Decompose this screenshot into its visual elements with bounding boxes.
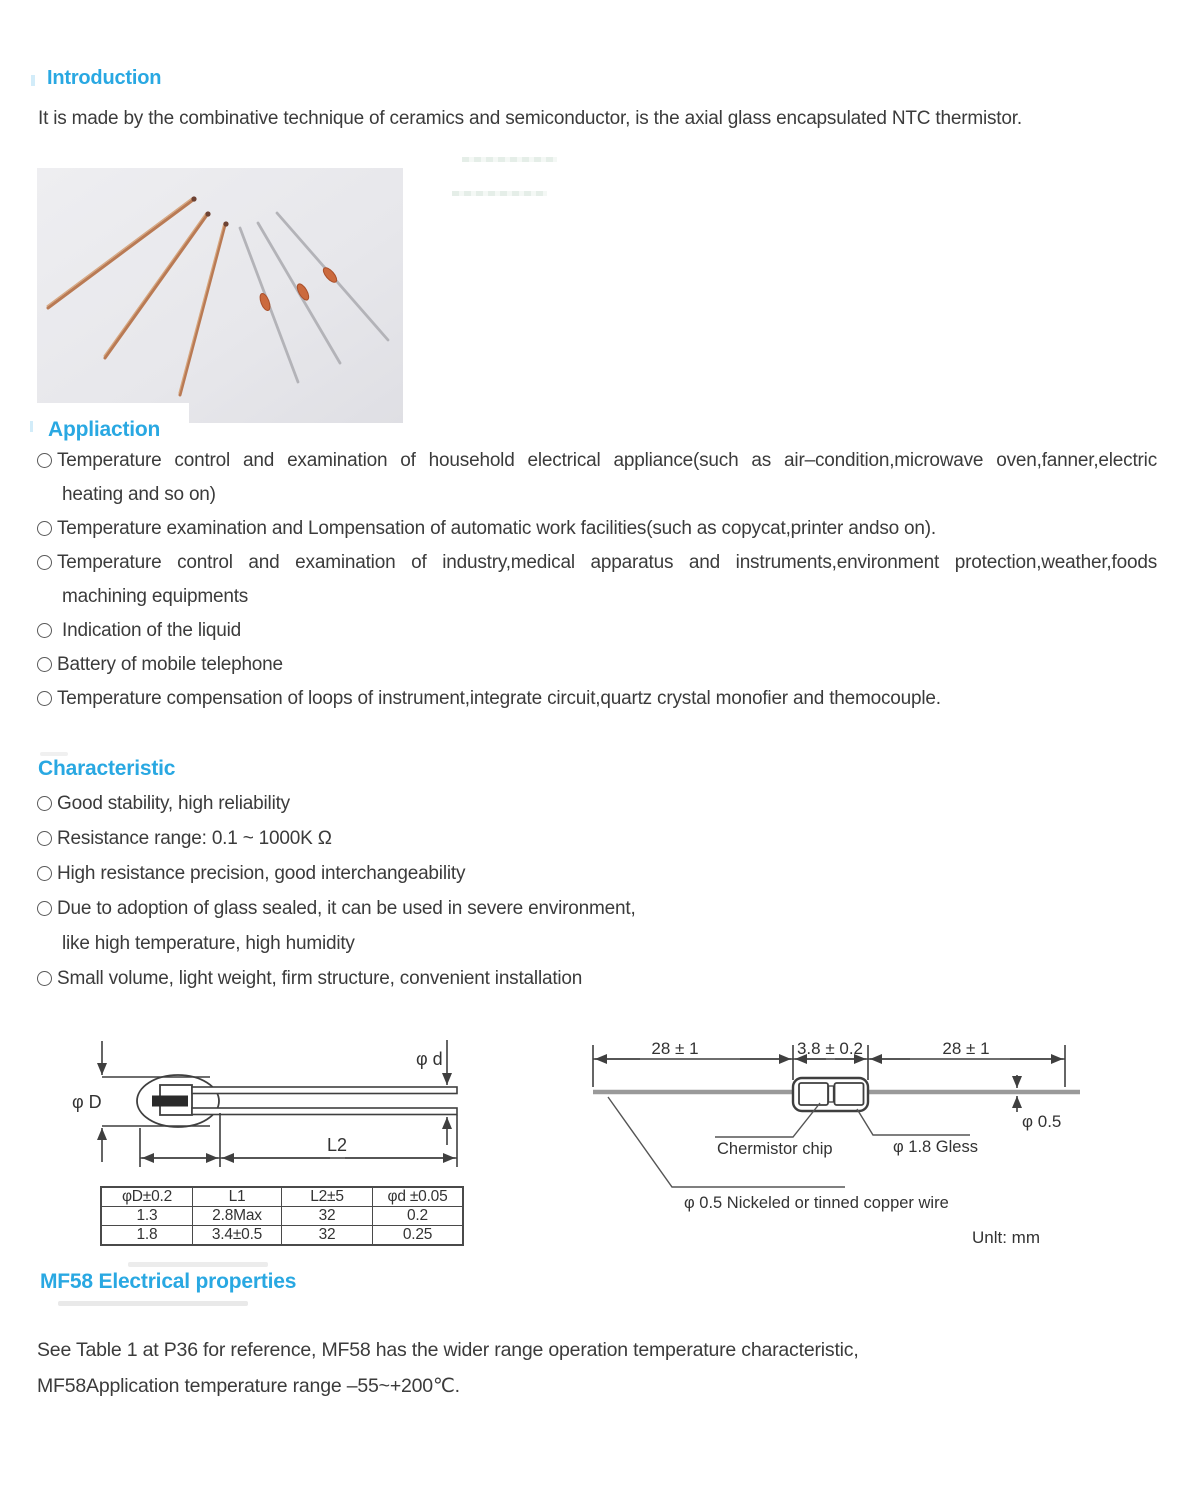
- introduction-body: It is made by the combinative technique of ceramics and semiconductor, is the axial glass encapsulated NTC thermistor.: [38, 108, 1022, 129]
- list-item-text: machining equipments: [62, 586, 249, 607]
- wire-label: φ 0.5 Nickeled or tinned copper wire: [684, 1194, 949, 1212]
- list-item: [37, 786, 1157, 821]
- application-heading: Appliaction: [48, 418, 161, 441]
- phi-D-label: φ D: [72, 1092, 102, 1112]
- electrical-properties-body: [37, 1332, 859, 1404]
- circle-bullet-icon: [37, 796, 52, 811]
- list-item: [37, 821, 1157, 856]
- list-item-text: like high temperature, high humidity: [62, 933, 355, 954]
- scan-artifact: [462, 157, 557, 162]
- table-cell: 1.8: [101, 1226, 193, 1246]
- chip-label: Chermistor chip: [717, 1140, 833, 1158]
- list-item-text: Battery of mobile telephone: [57, 654, 283, 675]
- circle-bullet-icon: [37, 866, 52, 881]
- table-row: [101, 1207, 463, 1226]
- scan-artifact: [128, 1262, 268, 1267]
- dim-right-label: 28 ± 1: [942, 1039, 990, 1058]
- circle-bullet-icon: [37, 657, 52, 672]
- table-cell: 3.4±0.5: [193, 1226, 282, 1246]
- list-item-text: Temperature control and examination of household electrical appliance(such as air–condition,microwave oven,fanner,electric: [57, 450, 1157, 471]
- circle-bullet-icon: [37, 623, 52, 638]
- list-item-text: Temperature control and examination of industry,medical apparatus and instruments,environment protection,weather,foods: [57, 552, 1157, 573]
- table-header-cell: L2±5: [282, 1187, 373, 1207]
- scan-artifact: [58, 1301, 248, 1306]
- list-item-text: Temperature examination and Lompensation of automatic work facilities(such as copycat,printer andso on).: [57, 518, 937, 539]
- dim-left-label: 28 ± 1: [651, 1039, 699, 1058]
- characteristic-heading: Characteristic: [38, 757, 176, 780]
- circle-bullet-icon: [37, 971, 52, 986]
- characteristic-list: [37, 786, 1157, 996]
- list-item-text: Good stability, high reliability: [57, 793, 290, 814]
- table-cell: 0.2: [373, 1207, 464, 1226]
- table-cell: 2.8Max: [193, 1207, 282, 1226]
- outline-drawing-left: [60, 1035, 465, 1180]
- list-item: [37, 512, 1157, 546]
- list-item: [37, 546, 1157, 614]
- outline-drawing-right: [580, 1035, 1120, 1250]
- circle-bullet-icon: [37, 691, 52, 706]
- application-list: [37, 444, 1157, 716]
- phi-d-label: φ d: [416, 1049, 443, 1069]
- table-cell: 32: [282, 1226, 373, 1246]
- L2-label: L2: [327, 1135, 348, 1155]
- list-item-text: Temperature compensation of loops of instrument,integrate circuit,quartz crystal monofier and themocouple.: [57, 688, 941, 709]
- intro-accent-tick: [31, 75, 35, 86]
- circle-bullet-icon: [37, 453, 52, 468]
- table-header-row: [101, 1187, 463, 1207]
- application-accent-tick: [30, 421, 33, 432]
- circle-bullet-icon: [37, 555, 52, 570]
- list-item-text: Small volume, light weight, firm structure, convenient installation: [57, 968, 583, 989]
- glass-label: φ 1.8 Gless: [893, 1138, 978, 1156]
- table-row: [101, 1226, 463, 1246]
- unit-label: Unlt: mm: [972, 1228, 1040, 1247]
- introduction-heading: Introduction: [47, 67, 162, 89]
- list-item-text: heating and so on): [62, 484, 216, 505]
- list-item-text: Resistance range: 0.1 ~ 1000K Ω: [57, 828, 332, 849]
- product-photo: [37, 168, 403, 423]
- list-item-text: Indication of the liquid: [62, 620, 241, 641]
- dimensions-table: [100, 1186, 464, 1246]
- list-item: [37, 682, 1157, 716]
- list-item: [37, 856, 1157, 891]
- table-header-cell: L1: [193, 1187, 282, 1207]
- dim-mid-label: 3.8 ± 0.2: [796, 1039, 864, 1058]
- list-item: [37, 444, 1157, 512]
- electrical-properties-heading: MF58 Electrical properties: [40, 1270, 297, 1293]
- list-item-text: Due to adoption of glass sealed, it can be used in severe environment,: [57, 898, 636, 919]
- body-line: MF58Application temperature range –55~+200℃.: [37, 1375, 460, 1397]
- table-header-cell: φd ±0.05: [373, 1187, 464, 1207]
- table-header-cell: φD±0.2: [101, 1187, 193, 1207]
- lead-diameter-label: φ 0.5: [1022, 1112, 1062, 1131]
- list-item: [37, 614, 1157, 648]
- table-cell: 32: [282, 1207, 373, 1226]
- scan-artifact: [40, 752, 68, 756]
- table-cell: 0.25: [373, 1226, 464, 1246]
- scan-artifact: [452, 191, 547, 196]
- body-line: See Table 1 at P36 for reference, MF58 has the wider range operation temperature characteristic,: [37, 1339, 859, 1361]
- list-item: [37, 648, 1157, 682]
- list-item: [37, 891, 1157, 961]
- circle-bullet-icon: [37, 521, 52, 536]
- circle-bullet-icon: [37, 831, 52, 846]
- list-item: [37, 961, 1157, 996]
- list-item-text: High resistance precision, good interchangeability: [57, 863, 466, 884]
- circle-bullet-icon: [37, 901, 52, 916]
- table-cell: 1.3: [101, 1207, 193, 1226]
